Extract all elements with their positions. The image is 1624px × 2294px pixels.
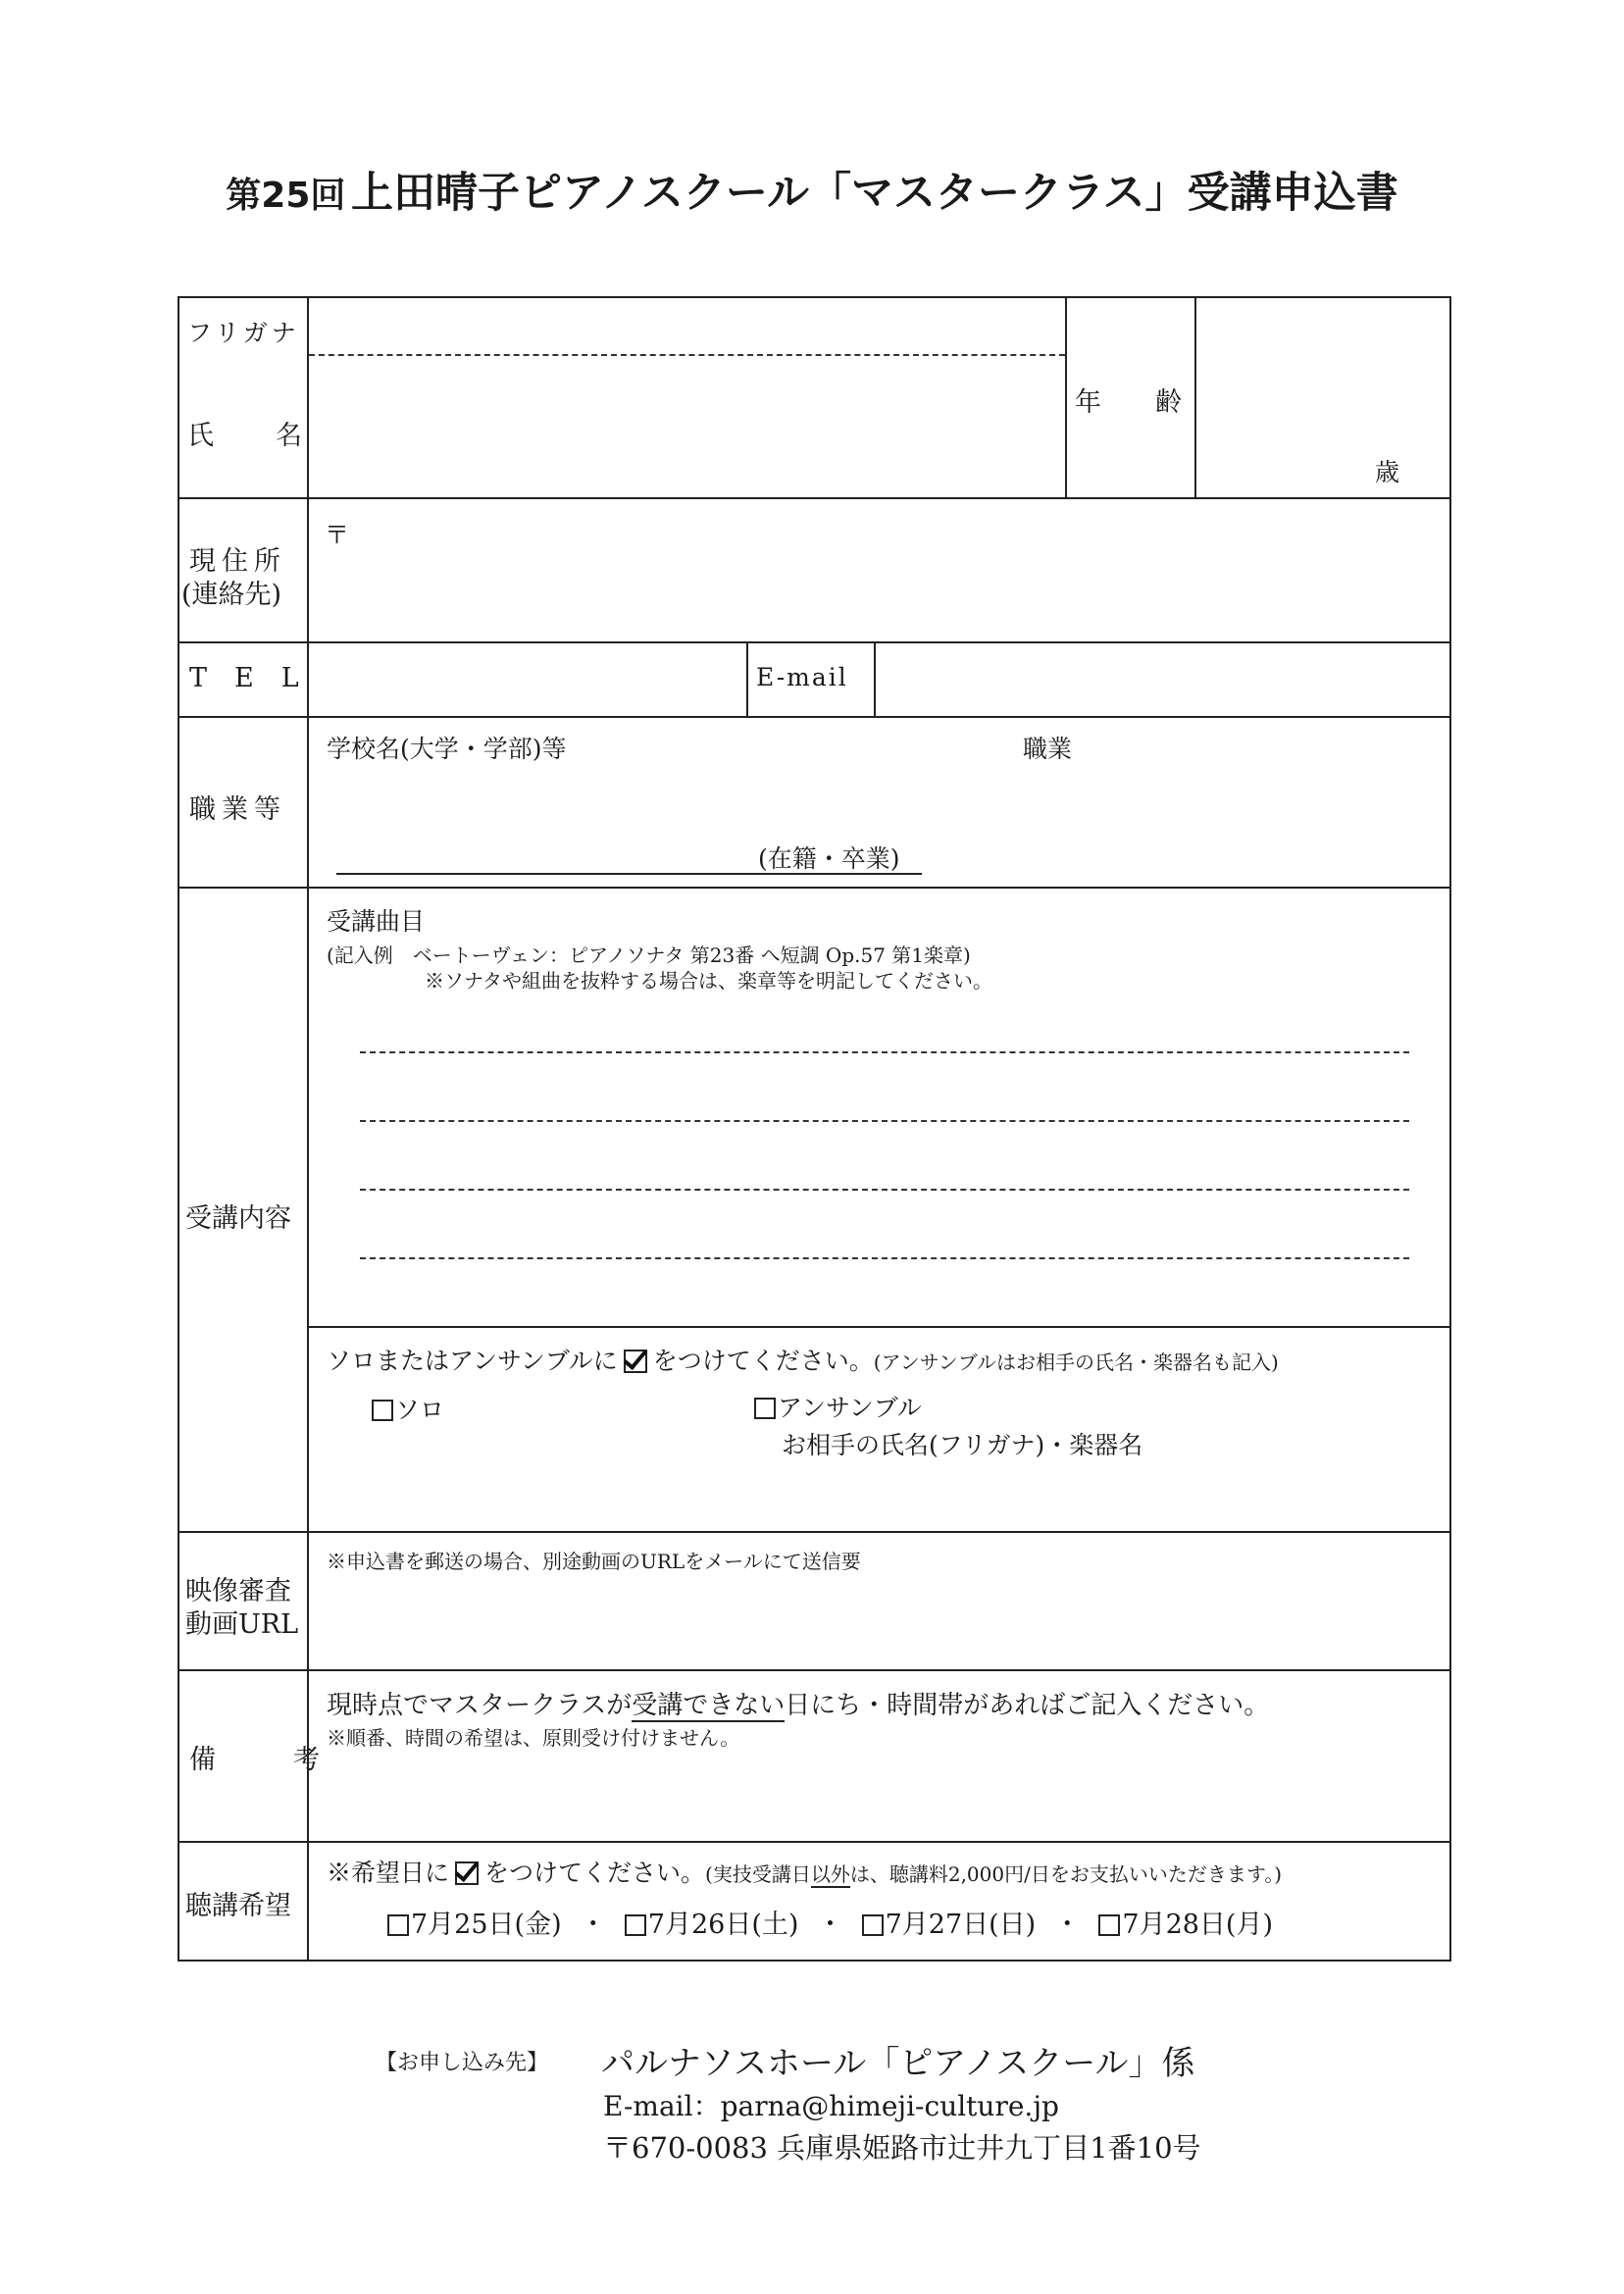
email-label: E-mail xyxy=(756,663,848,691)
furigana-label: フリガナ xyxy=(187,319,300,347)
contact-address: 〒670-0083 兵庫県姫路市辻井九丁目1番10号 xyxy=(603,2131,1201,2165)
piece-line-2[interactable] xyxy=(360,1083,1409,1118)
remarks-field[interactable] xyxy=(327,1754,1435,1836)
solo-ensemble-suffix: をつけてください。 xyxy=(652,1347,874,1375)
solo-ensemble-note: (アンサンブルはお相手の氏名・楽器名も記入) xyxy=(873,1351,1279,1374)
excerpt-note: ※ソナタや組曲を抜粋する場合は、楽章等を明記してください。 xyxy=(425,969,992,993)
course-label: 受講内容 xyxy=(185,1203,291,1234)
name-field[interactable] xyxy=(311,359,1062,494)
job-label: 職業 xyxy=(1023,735,1073,763)
audit-dates xyxy=(387,1903,1273,1941)
checkmark-icon xyxy=(455,1861,479,1885)
example-text: (記入例 ベートーヴェン：ピアノソナタ 第23番 へ短調 Op.57 第1楽章) xyxy=(327,943,971,967)
email-field[interactable] xyxy=(878,645,1445,712)
age-unit: 歳 xyxy=(1375,458,1400,486)
solo-ensemble-instruction xyxy=(327,1342,1279,1377)
age-field[interactable] xyxy=(1199,302,1445,494)
solo-ensemble-prefix: ソロまたはアンサンブルに xyxy=(327,1347,618,1375)
title-main: 上田晴子ピアノスクール「マスタークラス」受講申込書 xyxy=(350,169,1398,218)
date-checkbox-4[interactable] xyxy=(1098,1914,1120,1936)
solo-option[interactable] xyxy=(372,1391,444,1426)
address-label: 現住所 xyxy=(189,546,286,577)
video-url-label: 動画URL xyxy=(185,1609,299,1640)
school-field[interactable] xyxy=(336,759,915,840)
title-prefix: 第25回 xyxy=(226,176,346,216)
date-checkbox-2[interactable] xyxy=(625,1914,646,1936)
date-checkbox-1[interactable] xyxy=(387,1914,409,1936)
remarks-text-1: 現時点でマスタークラスが xyxy=(327,1691,633,1720)
remarks-text-2: 日にち・時間帯があればご記入ください。 xyxy=(785,1691,1270,1720)
date-label-3: 7月27日(日) xyxy=(885,1910,1037,1940)
page-title xyxy=(0,160,1624,220)
address-label-contact: (連絡先) xyxy=(181,580,282,610)
furigana-field[interactable] xyxy=(311,302,1062,351)
date-option-4[interactable] xyxy=(1098,1910,1273,1940)
audit-label: 聴講希望 xyxy=(185,1891,291,1921)
contact-email: E-mail：parna@himeji-culture.jp xyxy=(603,2090,1059,2122)
address-field[interactable] xyxy=(311,502,1445,637)
date-label-4: 7月28日(月) xyxy=(1122,1910,1273,1940)
job-field[interactable] xyxy=(1023,759,1435,877)
date-separator: ・ xyxy=(1053,1910,1081,1940)
audit-suffix: をつけてください。 xyxy=(484,1859,706,1887)
video-url-field[interactable] xyxy=(327,1577,1435,1661)
remarks-label: 備 考 xyxy=(189,1745,345,1775)
date-option-2[interactable] xyxy=(625,1910,799,1940)
video-label: 映像審査 xyxy=(185,1576,291,1606)
age-label: 年 齢 xyxy=(1075,387,1195,418)
school-label: 学校名(大学・学部)等 xyxy=(327,735,567,763)
date-separator: ・ xyxy=(580,1910,607,1940)
date-label-2: 7月26日(土) xyxy=(647,1910,799,1940)
date-option-1[interactable] xyxy=(387,1910,562,1940)
audit-instruction xyxy=(327,1854,1282,1889)
checkmark-icon xyxy=(624,1350,647,1373)
audit-note-2: は、聴講料2,000円/日をお支払いいただきます。) xyxy=(849,1862,1283,1886)
name-label: 氏 名 xyxy=(187,421,320,451)
partner-field[interactable] xyxy=(782,1465,1429,1524)
date-label-1: 7月25日(金) xyxy=(411,1910,562,1940)
enrollment-note: (在籍・卒業) xyxy=(758,844,900,873)
solo-checkbox[interactable] xyxy=(372,1400,393,1421)
piece-line-3[interactable] xyxy=(360,1151,1409,1187)
application-form xyxy=(178,296,1451,1962)
date-checkbox-3[interactable] xyxy=(862,1914,884,1936)
date-option-3[interactable] xyxy=(862,1910,1037,1940)
ensemble-option-label: アンサンブル xyxy=(778,1394,922,1422)
contact-label: 【お申し込み先】 xyxy=(376,2051,549,2075)
audit-note-1: (実技受講日 xyxy=(705,1862,811,1886)
ensemble-checkbox[interactable] xyxy=(754,1398,776,1419)
remarks-text-underlined: 受講できない xyxy=(632,1691,786,1720)
date-separator: ・ xyxy=(817,1910,843,1940)
postal-mark: 〒 xyxy=(325,521,350,549)
video-note: ※申込書を郵送の場合、別途動画のURLをメールにて送信要 xyxy=(327,1550,861,1573)
tel-label: TEL xyxy=(189,663,327,693)
piece-line-1[interactable] xyxy=(360,1014,1409,1049)
ensemble-option[interactable] xyxy=(754,1389,922,1424)
occupation-label: 職業等 xyxy=(189,794,286,825)
partner-label: お相手の氏名(フリガナ)・楽器名 xyxy=(782,1431,1143,1459)
piece-heading: 受講曲目 xyxy=(327,907,426,936)
remarks-note: ※順番、時間の希望は、原則受け付けません。 xyxy=(327,1726,740,1750)
solo-option-label: ソロ xyxy=(395,1396,445,1424)
tel-field[interactable] xyxy=(311,645,742,712)
audit-prefix: ※希望日に xyxy=(327,1859,450,1887)
contact-organization: パルナソスホール「ピアノスクール」係 xyxy=(601,2044,1195,2083)
audit-note-underlined: 以外 xyxy=(810,1862,850,1886)
remarks-text xyxy=(327,1685,1269,1721)
piece-line-4[interactable] xyxy=(360,1220,1409,1255)
